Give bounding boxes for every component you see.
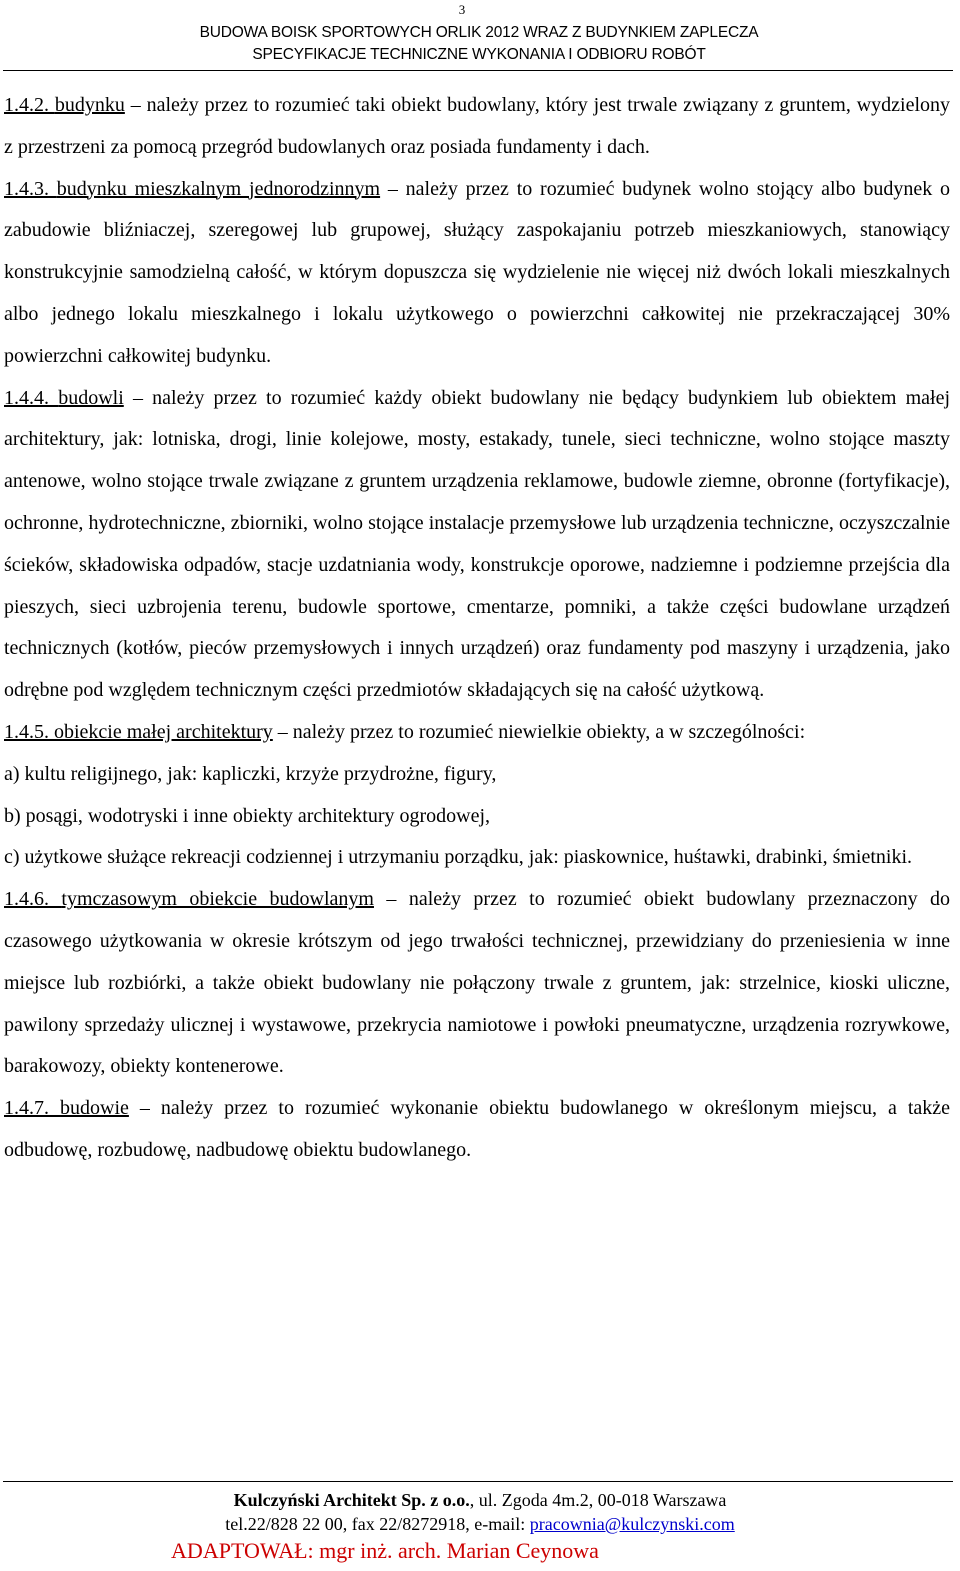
- company-name: Kulczyński Architekt Sp. z o.o.: [233, 1490, 470, 1510]
- email-link[interactable]: pracownia@kulczynski.com: [529, 1514, 735, 1534]
- document-body: [4, 85, 950, 1172]
- section-term: 1.4.7. budowie: [4, 1097, 129, 1120]
- footer-company-line: [0, 1489, 960, 1511]
- header-title: BUDOWA BOISK SPORTOWYCH ORLIK 2012 WRAZ Z BUDYNKIEM ZAPLECZA: [199, 24, 759, 41]
- header-divider: [3, 70, 953, 71]
- footer-contact-line: [0, 1513, 960, 1535]
- section-term: 1.4.5. obiekcie małej architektury: [4, 720, 273, 743]
- section-text: należy przez to rozumieć obiekt budowlany przeznaczony do czasowego użytkowania w okresie krótszym od jego trwałości technicznej, przewidziany do przeniesienia w inne miejsce lub rozbiórki, a także obiekt budowlany nie połączony trwale z gruntem, jak: strzelnice, kioski uliczne, pawilony sprzedaży ulicznej i wystawowe, przekrycia namiotowe i powłoki pneumatyczne, urządzenia rozrywkowe, barakowozy, obiekty kontenerowe.: [4, 888, 950, 1078]
- section-1-4-7: 1.4.7. budowie – należy przez to rozumieć wykonanie obiektu budowlanego w określonym miejscu, a także odbudowę, rozbudowę, nadbudowę obiektu budowlanego.: [4, 1097, 951, 1161]
- section-1-4-6: 1.4.6. tymczasowym obiekcie budowlanym – należy przez to rozumieć obiekt budowlany przeznaczony do czasowego użytkowania w okresie krótszym od jego trwałości technicznej, przewidziany do przeniesienia w inne miejsce lub rozbiórki, a także obiekt budowlany nie połączony trwale z gruntem, jak: strzelnice, kioski uliczne, pawilony sprzedaży ulicznej i wystawowe, przekrycia namiotowe i powłoki pneumatyczne, urządzenia rozrywkowe, barakowozy, obiekty kontenerowe.: [4, 888, 950, 1078]
- section-1-4-3: 1.4.3. budynku mieszkalnym jednorodzinnym – należy przez to rozumieć budynek wolno stojący albo budynek o zabudowie bliźniaczej, szeregowej lub grupowej, służący zaspokajaniu potrzeb mieszkaniowych, stanowiący konstrukcyjnie samodzielną całość, w którym dopuszcza się wydzielenie nie więcej niż dwóch lokali mieszkalnych albo jednego lokalu mieszkalnego i lokalu użytkowego o powierzchni całkowitej nie przekraczającej 30% powierzchni całkowitej budynku.: [4, 177, 951, 367]
- page-number: 3: [458, 2, 466, 17]
- section-text: należy przez to rozumieć wykonanie obiektu budowlanego w określonym miejscu, a także odbudowę, rozbudowę, nadbudowę obiektu budowlanego.: [4, 1097, 951, 1161]
- section-1-4-5: 1.4.5. obiekcie małej architektury – należy przez to rozumieć niewielkie obiekty, a w szczególności:: [4, 720, 806, 743]
- section-1-4-2: 1.4.2. budynku – należy przez to rozumieć taki obiekt budowlany, który jest trwale związany z gruntem, wydzielony z przestrzeni za pomocą przegród budowlanych oraz posiada fundamenty i dach.: [4, 94, 951, 158]
- section-term: 1.4.2. budynku: [4, 94, 125, 116]
- section-text: należy przez to rozumieć każdy obiekt budowlany nie będący budynkiem lub obiektem małej architektury, jak: lotniska, drogi, linie kolejowe, mosty, estakady, tunele, sieci techniczne, wolno stojące maszty antenowe, wolno stojące trwale związane z gruntem urządzenia reklamowe, budowle ziemne, obronne (fortyfikacje), ochronne, hydrotechniczne, zbiorniki, wolno stojące instalacje przemysłowe lub urządzenia techniczne, oczyszczalnie ścieków, składowiska odpadów, stacje uzdatniania wody, konstrukcje oporowe, nadziemne i podziemne przejścia dla pieszych, sieci uzbrojenia terenu, budowle sportowe, cmentarze, pomniki, a także części budowlane urządzeń technicznych (kotłów, pieców przemysłowych i innych urządzeń) oraz fundamenty pod maszyny i urządzenia, jako odrębne pod względem technicznym części przedmiotów składających się na całość użytkową.: [4, 386, 951, 702]
- section-text: należy przez to rozumieć niewielkie obiekty, a w szczególności:: [292, 720, 806, 743]
- footer-divider: [3, 1481, 953, 1482]
- section-text: należy przez to rozumieć taki obiekt budowlany, który jest trwale związany z gruntem, wydzielony z przestrzeni za pomocą przegród budowlanych oraz posiada fundamenty i dach.: [4, 94, 951, 158]
- document-header: [0, 22, 958, 66]
- section-1-4-4: 1.4.4. budowli – należy przez to rozumieć każdy obiekt budowlany nie będący budynkiem lub obiektem małej architektury, jak: lotniska, drogi, linie kolejowe, mosty, estakady, tunele, sieci techniczne, wolno stojące maszty antenowe, wolno stojące trwale związane z gruntem urządzenia reklamowe, budowle ziemne, obronne (fortyfikacje), ochronne, hydrotechniczne, zbiorniki, wolno stojące instalacje przemysłowe lub urządzenia techniczne, oczyszczalnie ścieków, składowiska odpadów, stacje uzdatniania wody, konstrukcje oporowe, nadziemne i podziemne przejścia dla pieszych, sieci uzbrojenia terenu, budowle sportowe, cmentarze, pomniki, a także części budowlane urządzeń technicznych (kotłów, pieców przemysłowych i innych urządzeń) oraz fundamenty pod maszyny i urządzenia, jako odrębne pod względem technicznym części przedmiotów składających się na całość użytkową.: [4, 386, 951, 702]
- list-item: c) użytkowe służące rekreacji codziennej i utrzymaniu porządku, jak: piaskownice, huśtawki, drabinki, śmietniki.: [4, 846, 913, 869]
- list-item: a) kultu religijnego, jak: kapliczki, krzyże przydrożne, figury,: [4, 762, 497, 785]
- company-address: , ul. Zgoda 4m.2, 00-018 Warszawa: [469, 1490, 727, 1510]
- header-subtitle: SPECYFIKACJE TECHNICZNE WYKONANIA I ODBIORU ROBÓT: [252, 46, 706, 63]
- section-term: 1.4.4. budowli: [4, 386, 124, 409]
- adapted-by: ADAPTOWAŁ: mgr inż. arch. Marian Ceynowa: [171, 1538, 599, 1563]
- contact-info: tel.22/828 22 00, fax 22/8272918, e-mail:: [225, 1514, 530, 1534]
- list-item: b) posągi, wodotryski i inne obiekty architektury ogrodowej,: [4, 804, 491, 827]
- section-text: należy przez to rozumieć budynek wolno stojący albo budynek o zabudowie bliźniaczej, szeregowej lub grupowej, służący zaspokajaniu potrzeb mieszkaniowych, stanowiący konstrukcyjnie samodzielną całość, w którym dopuszcza się wydzielenie nie więcej niż dwóch lokali mieszkalnych albo jednego lokalu mieszkalnego i lokalu użytkowego o powierzchni całkowitej nie przekraczającej 30% powierzchni całkowitej budynku.: [4, 177, 951, 367]
- section-term: 1.4.3. budynku mieszkalnym jednorodzinnym: [4, 177, 381, 200]
- section-term: 1.4.6. tymczasowym obiekcie budowlanym: [4, 888, 374, 911]
